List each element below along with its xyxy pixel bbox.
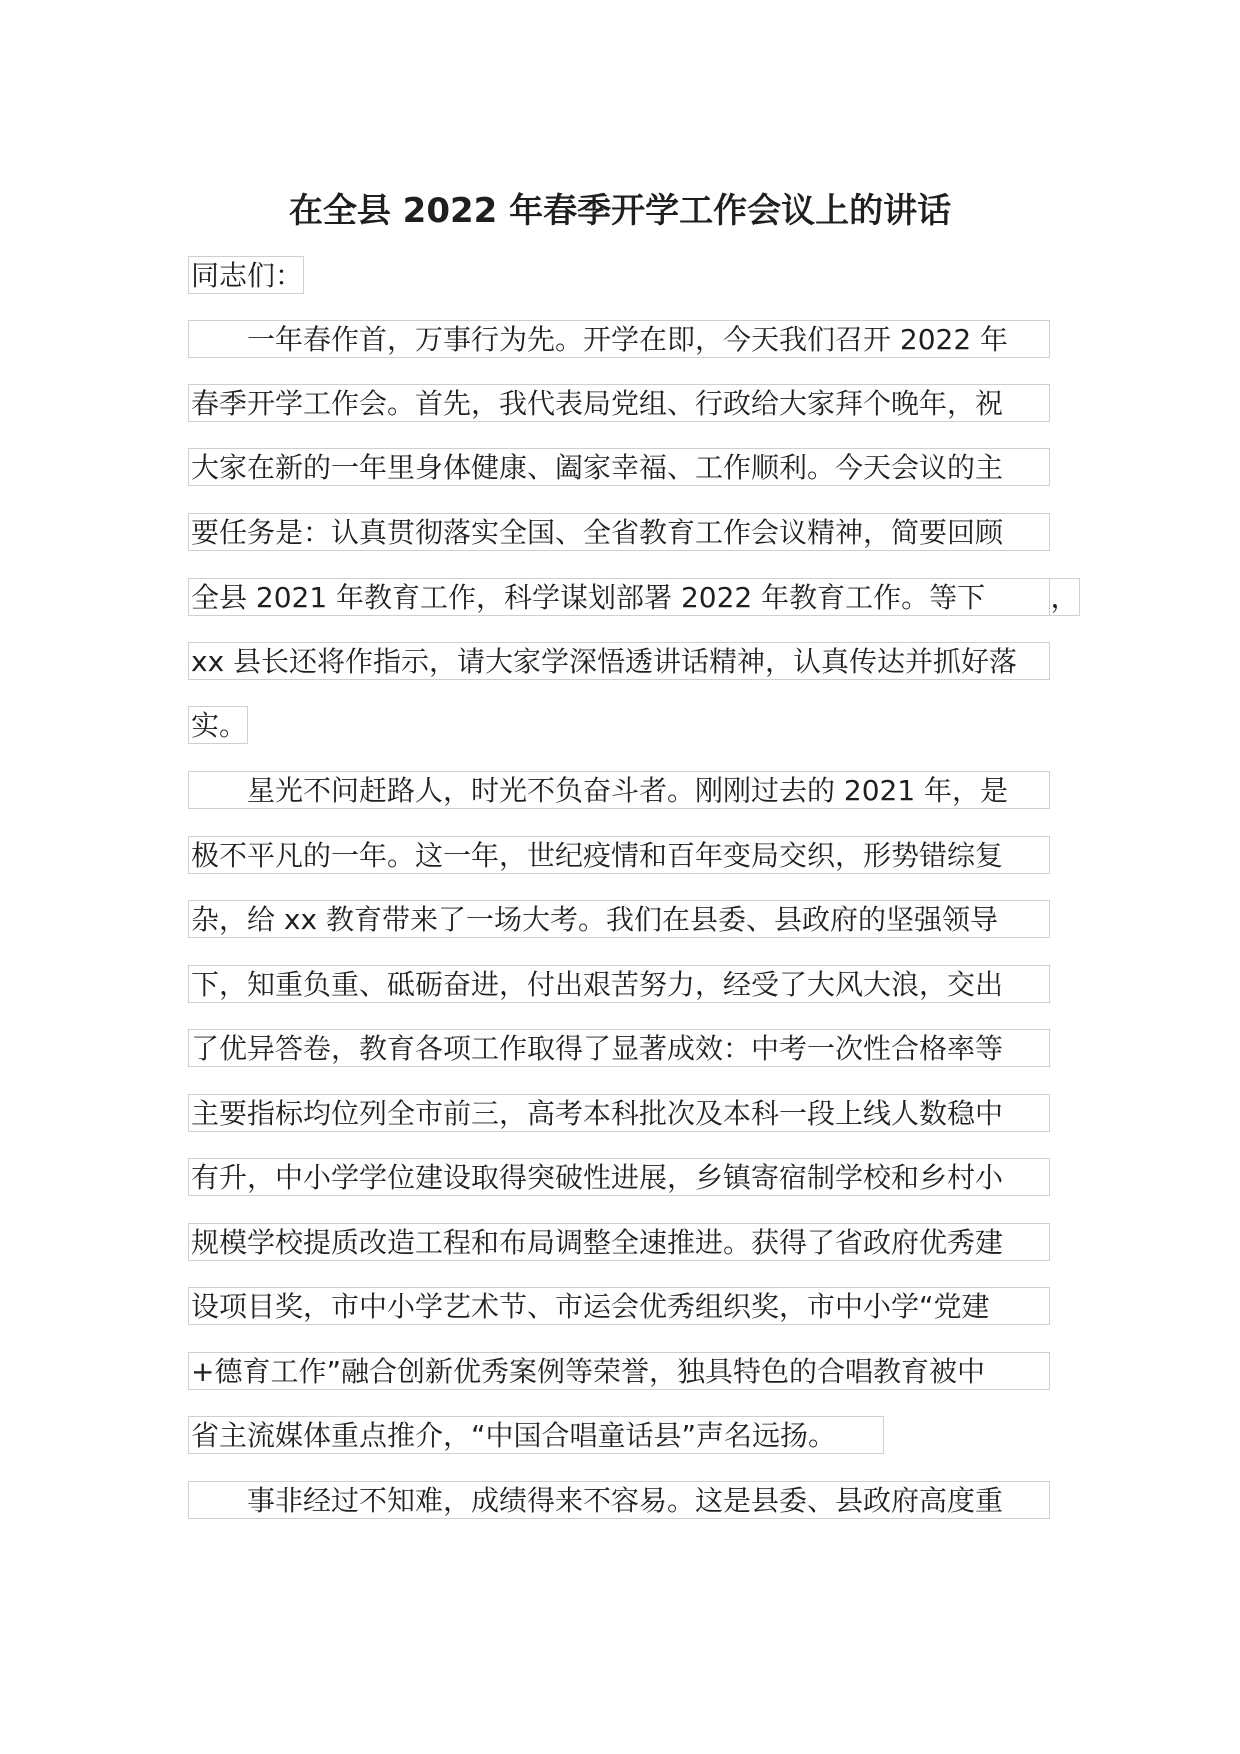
paragraph-line: 星光不问赶路人，时光不负奋斗者。刚刚过去的 2021 年，是 <box>188 771 1050 809</box>
paragraph-line: 实。 <box>188 706 248 744</box>
overflow-punctuation: ， <box>1050 578 1080 616</box>
salutation: 同志们： <box>188 256 304 294</box>
paragraph-line: 下，知重负重、砥砺奋进，付出艰苦努力，经受了大风大浪，交出 <box>188 965 1050 1003</box>
paragraph-line: xx 县长还将作指示，请大家学深悟透讲话精神，认真传达并抓好落 <box>188 642 1050 680</box>
document-title: 在全县 2022 年春季开学工作会议上的讲话 <box>288 191 952 231</box>
paragraph-line: 省主流媒体重点推介，“中国合唱童话县”声名远扬。 <box>188 1416 884 1454</box>
paragraph-line: +德育工作”融合创新优秀案例等荣誉，独具特色的合唱教育被中 <box>188 1352 1050 1390</box>
paragraph-line: 杂，给 xx 教育带来了一场大考。我们在县委、县政府的坚强领导 <box>188 900 1050 938</box>
paragraph-line: 规模学校提质改造工程和布局调整全速推进。获得了省政府优秀建 <box>188 1223 1050 1261</box>
paragraph-line: 全县 2021 年教育工作，科学谋划部署 2022 年教育工作。等下 <box>188 578 1050 616</box>
paragraph-line: 春季开学工作会。首先，我代表局党组、行政给大家拜个晚年，祝 <box>188 384 1050 422</box>
paragraph-line: 主要指标均位列全市前三，高考本科批次及本科一段上线人数稳中 <box>188 1094 1050 1132</box>
paragraph-line: 要任务是：认真贯彻落实全国、全省教育工作会议精神，简要回顾 <box>188 513 1050 551</box>
paragraph-line: 事非经过不知难，成绩得来不容易。这是县委、县政府高度重 <box>188 1481 1050 1519</box>
paragraph-line: 有升，中小学学位建设取得突破性进展，乡镇寄宿制学校和乡村小 <box>188 1158 1050 1196</box>
paragraph-line: 大家在新的一年里身体健康、阖家幸福、工作顺利。今天会议的主 <box>188 448 1050 486</box>
paragraph-line: 设项目奖，市中小学艺术节、市运会优秀组织奖，市中小学“党建 <box>188 1287 1050 1325</box>
paragraph-line: 一年春作首，万事行为先。开学在即，今天我们召开 2022 年 <box>188 320 1050 358</box>
paragraph-line: 极不平凡的一年。这一年，世纪疫情和百年变局交织，形势错综复 <box>188 836 1050 874</box>
paragraph-line: 了优异答卷，教育各项工作取得了显著成效：中考一次性合格率等 <box>188 1029 1050 1067</box>
